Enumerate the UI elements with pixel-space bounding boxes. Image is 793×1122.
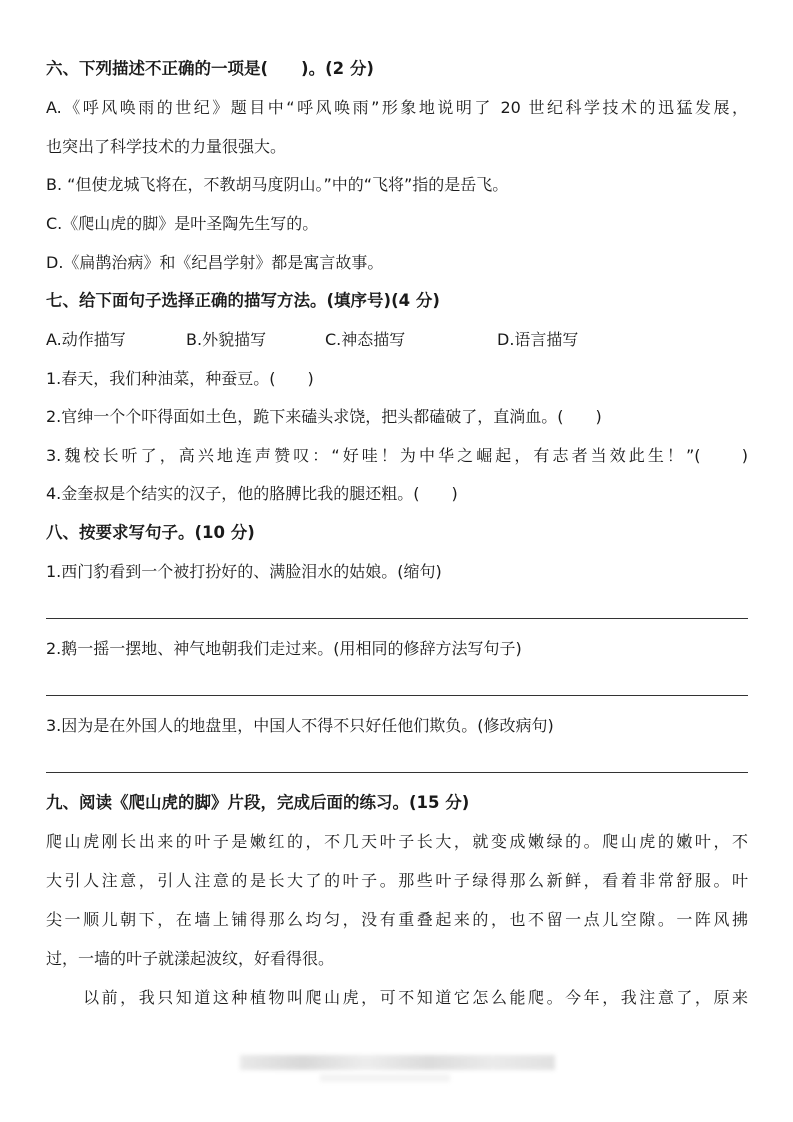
q8-answer-line-2[interactable]: [46, 695, 748, 696]
q9-paragraph1-line2: 大引人注意，引人注意的是长大了的叶子。那些叶子绿得那么新鲜，看着非常舒服。叶: [46, 871, 748, 890]
q7-option-a: A.动作描写: [46, 330, 126, 349]
q7-title: 七、给下面句子选择正确的描写方法。(填序号)(4 分): [46, 291, 440, 310]
q7-options: [46, 329, 578, 351]
q8-item-1: 1.西门豹看到一个被打扮好的、满脸泪水的姑娘。(缩句): [46, 562, 442, 581]
q6-option-c: C.《爬山虎的脚》是叶圣陶先生写的。: [46, 214, 319, 233]
q9-paragraph2-line1: 以前，我只知道这种植物叫爬山虎，可不知道它怎么能爬。今年，我注意了，原来: [46, 988, 748, 1007]
q7-option-b: B.外貌描写: [186, 330, 267, 349]
q6-option-b: B. “但使龙城飞将在，不教胡马度阴山。”中的“飞将”指的是岳飞。: [46, 175, 509, 194]
q9-paragraph1-line4: 过，一墙的叶子就漾起波纹，好看得很。: [46, 949, 335, 968]
q8-title: 八、按要求写句子。(10 分): [46, 523, 255, 542]
q7-item-1: 1.春天，我们种油菜，种蚕豆。( ): [46, 369, 314, 388]
q8-item-2: 2.鹅一摇一摆地、神气地朝我们走过来。(用相同的修辞方法写句子): [46, 639, 522, 658]
q8-item-3: 3.因为是在外国人的地盘里，中国人不得不只好任他们欺负。(修改病句): [46, 716, 554, 735]
q9-title: 九、阅读《爬山虎的脚》片段，完成后面的练习。(15 分): [46, 793, 470, 812]
q9-paragraph1-line1: 爬山虎刚长出来的叶子是嫩红的，不几天叶子长大，就变成嫩绿的。爬山虎的嫩叶，不: [46, 832, 748, 851]
q7-item-2: 2.官绅一个个吓得面如土色，跪下来磕头求饶，把头都磕破了，直淌血。( ): [46, 407, 602, 426]
q9-paragraph1-line3: 尖一顺儿朝下，在墙上铺得那么均匀，没有重叠起来的，也不留一点儿空隙。一阵风拂: [46, 910, 748, 929]
q6-option-a-line2: 也突出了科学技术的力量很强大。: [46, 137, 287, 156]
q6-option-d: D.《扁鹊治病》和《纪昌学射》都是寓言故事。: [46, 253, 384, 272]
q8-answer-line-1[interactable]: [46, 618, 748, 619]
q7-option-c: C.神态描写: [325, 330, 406, 349]
blurred-footer-sub: [320, 1074, 450, 1082]
q8-answer-line-3[interactable]: [46, 772, 748, 773]
q7-item-4: 4.金奎叔是个结实的汉子，他的胳膊比我的腿还粗。( ): [46, 484, 458, 503]
q6-option-a-line1: A.《呼风唤雨的世纪》题目中“呼风唤雨”形象地说明了 20 世纪科学技术的迅猛发展，: [46, 98, 748, 117]
blurred-footer: [240, 1055, 555, 1070]
q7-item-3: 3.魏校长听了，高兴地连声赞叹：“好哇！为中华之崛起，有志者当效此生！”( ): [46, 446, 748, 465]
q7-option-d: D.语言描写: [497, 330, 579, 349]
q6-title: 六、下列描述不正确的一项是( )。(2 分): [46, 59, 374, 78]
